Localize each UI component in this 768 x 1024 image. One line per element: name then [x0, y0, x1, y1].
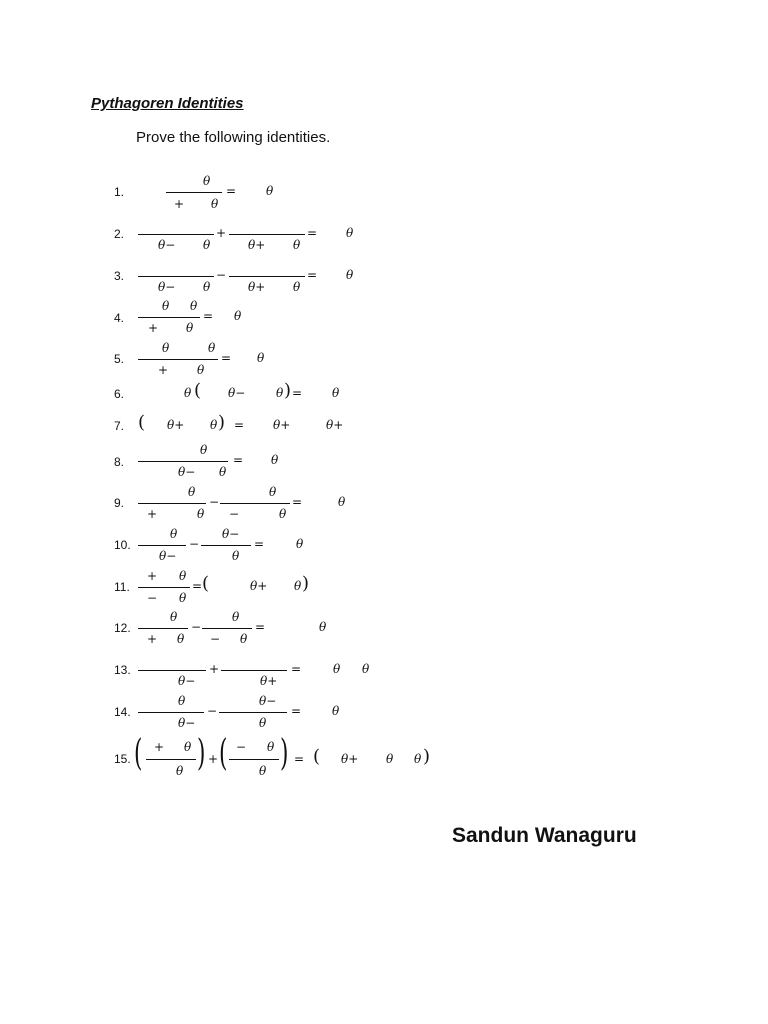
theta-plus: θ+ [341, 752, 359, 766]
left-paren: ( [138, 412, 146, 433]
theta-symbol: θ [293, 238, 301, 252]
problem-number: 7. [114, 419, 125, 433]
theta-symbol: θ [386, 752, 394, 766]
theta-symbol: θ [332, 386, 340, 400]
plus-sign: + [147, 507, 158, 521]
fraction-bar [138, 628, 188, 629]
theta-symbol: θ [296, 537, 304, 551]
theta-symbol: θ [257, 351, 265, 365]
theta-plus: θ+ [248, 280, 266, 294]
minus-sign: − [189, 537, 200, 551]
equals-sign: = [226, 184, 237, 198]
theta-symbol: θ [203, 280, 211, 294]
equals-sign: = [292, 386, 303, 400]
fraction-bar [202, 628, 252, 629]
fraction-bar [138, 545, 186, 546]
left-paren: ( [194, 380, 202, 401]
theta-symbol: θ [232, 549, 240, 563]
theta-symbol: θ [269, 485, 277, 499]
theta-symbol: θ [346, 268, 354, 282]
page-title: Pythagoren Identities [91, 95, 244, 112]
minus-sign: − [207, 704, 218, 718]
fraction-bar [138, 317, 200, 318]
fraction-bar [138, 587, 190, 588]
plus-sign: + [147, 632, 158, 646]
theta-plus: θ+ [260, 674, 278, 688]
plus-sign: + [148, 321, 159, 335]
theta-symbol: θ [203, 238, 211, 252]
theta-symbol: θ [346, 226, 354, 240]
plus-sign: + [154, 740, 165, 754]
theta-symbol: θ [294, 579, 302, 593]
equals-sign: = [233, 453, 244, 467]
theta-symbol: θ [208, 341, 216, 355]
fraction-bar [138, 359, 218, 360]
theta-minus: θ− [228, 386, 246, 400]
fraction-bar [138, 276, 214, 277]
minus-sign: − [210, 632, 221, 646]
right-paren: ) [280, 733, 289, 774]
theta-symbol: θ [219, 465, 227, 479]
theta-symbol: θ [179, 591, 187, 605]
fraction-bar [219, 712, 287, 713]
equals-sign: = [192, 579, 203, 593]
problem-number: 14. [114, 705, 131, 719]
theta-symbol: θ [211, 197, 219, 211]
theta-minus: θ− [259, 694, 277, 708]
theta-symbol: θ [184, 386, 192, 400]
left-paren: ( [219, 733, 228, 774]
right-paren: ) [218, 412, 226, 433]
equals-sign: = [291, 662, 302, 676]
theta-symbol: θ [197, 363, 205, 377]
plus-sign: + [208, 752, 219, 766]
fraction-bar [138, 503, 206, 504]
theta-symbol: θ [200, 443, 208, 457]
equals-sign: = [254, 537, 265, 551]
theta-symbol: θ [210, 418, 218, 432]
theta-symbol: θ [188, 485, 196, 499]
theta-symbol: θ [186, 321, 194, 335]
theta-minus: θ− [158, 238, 176, 252]
theta-symbol: θ [170, 527, 178, 541]
instruction-text: Prove the following identities. [136, 129, 331, 146]
equals-sign: = [234, 418, 245, 432]
theta-symbol: θ [279, 507, 287, 521]
plus-sign: + [216, 226, 227, 240]
problem-number: 13. [114, 663, 131, 677]
theta-minus: θ− [178, 465, 196, 479]
fraction-bar [201, 545, 251, 546]
problem-number: 1. [114, 185, 125, 199]
theta-symbol: θ [178, 694, 186, 708]
right-paren: ) [197, 733, 206, 774]
theta-symbol: θ [234, 309, 242, 323]
theta-symbol: θ [332, 704, 340, 718]
theta-symbol: θ [232, 610, 240, 624]
theta-symbol: θ [293, 280, 301, 294]
minus-sign: − [236, 740, 247, 754]
problem-number: 5. [114, 352, 125, 366]
fraction-bar [146, 759, 196, 760]
theta-symbol: θ [197, 507, 205, 521]
theta-symbol: θ [259, 716, 267, 730]
equals-sign: = [307, 268, 318, 282]
left-paren: ( [313, 746, 321, 767]
theta-symbol: θ [184, 740, 192, 754]
equals-sign: = [291, 704, 302, 718]
theta-symbol: θ [319, 620, 327, 634]
theta-symbol: θ [271, 453, 279, 467]
theta-plus: θ+ [326, 418, 344, 432]
theta-symbol: θ [259, 764, 267, 778]
problem-number: 2. [114, 227, 125, 241]
theta-symbol: θ [362, 662, 370, 676]
minus-sign: − [216, 268, 227, 282]
problem-number: 4. [114, 311, 125, 325]
theta-minus: θ− [158, 280, 176, 294]
equals-sign: = [203, 309, 214, 323]
theta-symbol: θ [162, 299, 170, 313]
fraction-bar [138, 234, 214, 235]
problem-number: 10. [114, 538, 131, 552]
theta-symbol: θ [177, 632, 185, 646]
theta-minus: θ− [178, 716, 196, 730]
theta-minus: θ− [159, 549, 177, 563]
theta-plus: θ+ [248, 238, 266, 252]
plus-sign: + [158, 363, 169, 377]
problem-number: 6. [114, 387, 125, 401]
theta-plus: θ+ [273, 418, 291, 432]
plus-sign: + [174, 197, 185, 211]
theta-minus: θ− [222, 527, 240, 541]
problem-number: 9. [114, 496, 125, 510]
theta-symbol: θ [170, 610, 178, 624]
fraction-bar [229, 759, 279, 760]
problem-number: 15. [114, 752, 131, 766]
right-paren: ) [302, 573, 310, 594]
equals-sign: = [307, 226, 318, 240]
theta-symbol: θ [203, 174, 211, 188]
theta-symbol: θ [179, 569, 187, 583]
problem-number: 8. [114, 455, 125, 469]
theta-symbol: θ [333, 662, 341, 676]
theta-symbol: θ [190, 299, 198, 313]
fraction-bar [138, 461, 228, 462]
equals-sign: = [294, 752, 305, 766]
left-paren: ( [202, 573, 210, 594]
plus-sign: + [147, 569, 158, 583]
theta-plus: θ+ [167, 418, 185, 432]
theta-symbol: θ [338, 495, 346, 509]
theta-symbol: θ [414, 752, 422, 766]
minus-sign: − [209, 495, 220, 509]
equals-sign: = [255, 620, 266, 634]
plus-sign: + [209, 662, 220, 676]
right-paren: ) [423, 746, 431, 767]
equals-sign: = [292, 495, 303, 509]
theta-plus: θ+ [250, 579, 268, 593]
fraction-bar [229, 276, 305, 277]
minus-sign: − [191, 620, 202, 634]
theta-symbol: θ [162, 341, 170, 355]
fraction-bar [166, 192, 222, 193]
fraction-bar [229, 234, 305, 235]
theta-symbol: θ [267, 740, 275, 754]
theta-symbol: θ [176, 764, 184, 778]
equals-sign: = [221, 351, 232, 365]
theta-symbol: θ [276, 386, 284, 400]
fraction-bar [220, 503, 290, 504]
theta-minus: θ− [178, 674, 196, 688]
problem-number: 12. [114, 621, 131, 635]
fraction-bar [138, 670, 206, 671]
left-paren: ( [134, 733, 143, 774]
right-paren: ) [284, 380, 292, 401]
minus-sign: − [229, 507, 240, 521]
theta-symbol: θ [240, 632, 248, 646]
problem-number: 11. [114, 580, 130, 594]
fraction-bar [221, 670, 287, 671]
theta-symbol: θ [266, 184, 274, 198]
fraction-bar [138, 712, 204, 713]
problem-number: 3. [114, 269, 125, 283]
minus-sign: − [147, 591, 158, 605]
author-name: Sandun Wanaguru [452, 824, 637, 847]
